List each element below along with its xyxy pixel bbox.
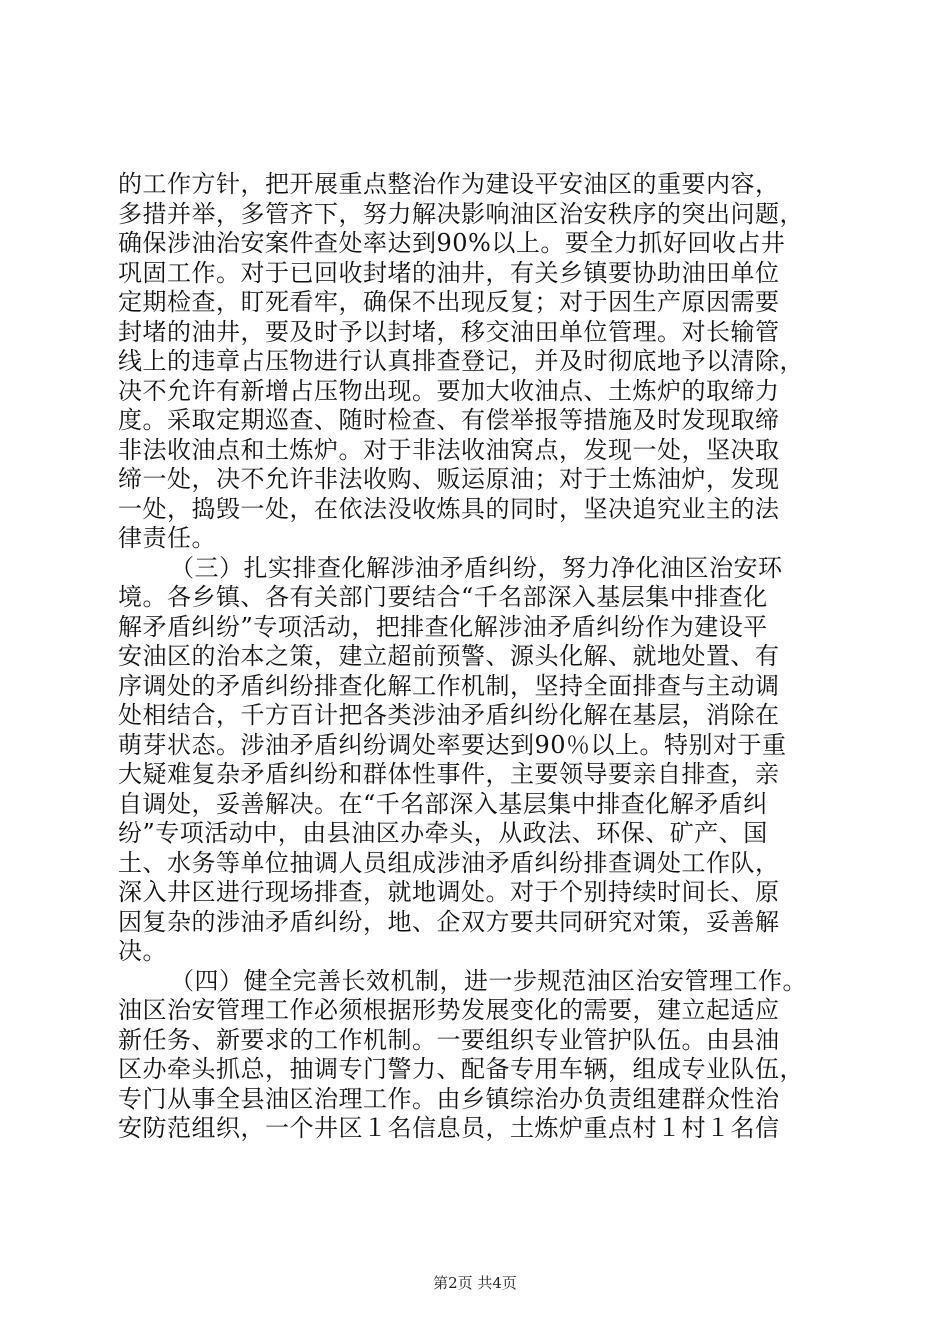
text-line: 大疑难复杂矛盾纠纷和群体性事件，主要领导要亲自排查，亲 — [118, 760, 780, 788]
text-line: 纷”专项活动中，由县油区办牵头，从政法、环保、矿产、国 — [118, 819, 768, 847]
text-line: 新任务、新要求的工作机制。一要组织专业管护队伍。由县油 — [118, 1025, 780, 1054]
page-footer — [0, 1273, 950, 1293]
text-line: 因复杂的涉油矛盾纠纷，地、企双方要共同研究对策，妥善解 — [118, 907, 780, 936]
text-line: 专门从事全县油区治理工作。由乡镇综治办负责组建群众性治 — [118, 1084, 780, 1113]
text-line: 一处，捣毁一处，在依法没收炼具的同时，坚决追究业主的法 — [118, 494, 780, 523]
text-line: 安防范组织，一个井区１名信息员，土炼炉重点村１村１名信 — [118, 1114, 780, 1142]
text-line: 油区治安管理工作必须根据形势发展变化的需要，建立起适应 — [118, 996, 780, 1024]
text-line: 定期检查，盯死看牢，确保不出现反复；对于因生产原因需要 — [118, 288, 780, 316]
page-number: 第2页 共4页 — [433, 1274, 517, 1292]
text-line: 决不允许有新增占压物出现。要加大收油点、土炼炉的取缔力 — [118, 376, 780, 405]
text-line: 安油区的治本之策，建立超前预警、源头化解、就地处置、有 — [118, 642, 780, 670]
text-line: 律责任。 — [118, 524, 216, 552]
text-line: 萌芽状态。涉油矛盾纠纷调处率要达到90％以上。特别对于重 — [118, 730, 787, 759]
text-line: 决。 — [118, 937, 167, 965]
text-line: 解矛盾纠纷”专项活动，把排查化解涉油矛盾纠纷作为建设平 — [118, 612, 768, 641]
text-line: 度。采取定期巡查、随时检查、有偿举报等措施及时发现取缔 — [118, 406, 780, 434]
text-line: 自调处，妥善解决。在“千名部深入基层集中排查化解矛盾纠 — [118, 789, 768, 818]
text-line: 土、水务等单位抽调人员组成涉油矛盾纠纷排查调处工作队， — [118, 848, 780, 877]
text-line: 多措并举，多管齐下，努力解决影响油区治安秩序的突出问题， — [118, 199, 804, 228]
text-line: 封堵的油井，要及时予以封堵，移交油田单位管理。对长输管 — [118, 317, 780, 346]
text-line: 区办牵头抓总，抽调专门警力、配备专用车辆，组成专业队伍， — [118, 1055, 804, 1083]
text-line: 深入井区进行现场排查，就地调处。对于个别持续时间长、原 — [118, 878, 780, 906]
text-line: 巩固工作。对于已回收封堵的油井，有关乡镇要协助油田单位 — [118, 258, 780, 287]
text-line: 线上的违章占压物进行认真排查登记，并及时彻底地予以清除， — [118, 347, 804, 375]
document-body — [118, 170, 838, 1144]
text-line: 境。各乡镇、各有关部门要结合“千名部深入基层集中排查化 — [118, 583, 768, 611]
text-line: 确保涉油治安案件查处率达到90%以上。要全力抓好回收占井 — [118, 229, 786, 257]
text-line: 的工作方针，把开展重点整治作为建设平安油区的重要内容， — [118, 170, 780, 198]
section-heading-4: （四）健全完善长效机制，进一步规范油区治安管理工作。 — [170, 966, 807, 995]
text-line: 处相结合，千方百计把各类涉油矛盾纠纷化解在基层，消除在 — [118, 701, 780, 729]
text-line: 非法收油点和土炼炉。对于非法收油窝点，发现一处，坚决取 — [118, 435, 780, 464]
text-line: 序调处的矛盾纠纷排查化解工作机制，坚持全面排查与主动调 — [118, 671, 780, 700]
section-heading-3: （三）扎实排查化解涉油矛盾纠纷，努力净化油区治安环 — [170, 553, 783, 582]
text-line: 缔一处，决不允许非法收购、贩运原油；对于土炼油炉，发现 — [118, 465, 780, 493]
